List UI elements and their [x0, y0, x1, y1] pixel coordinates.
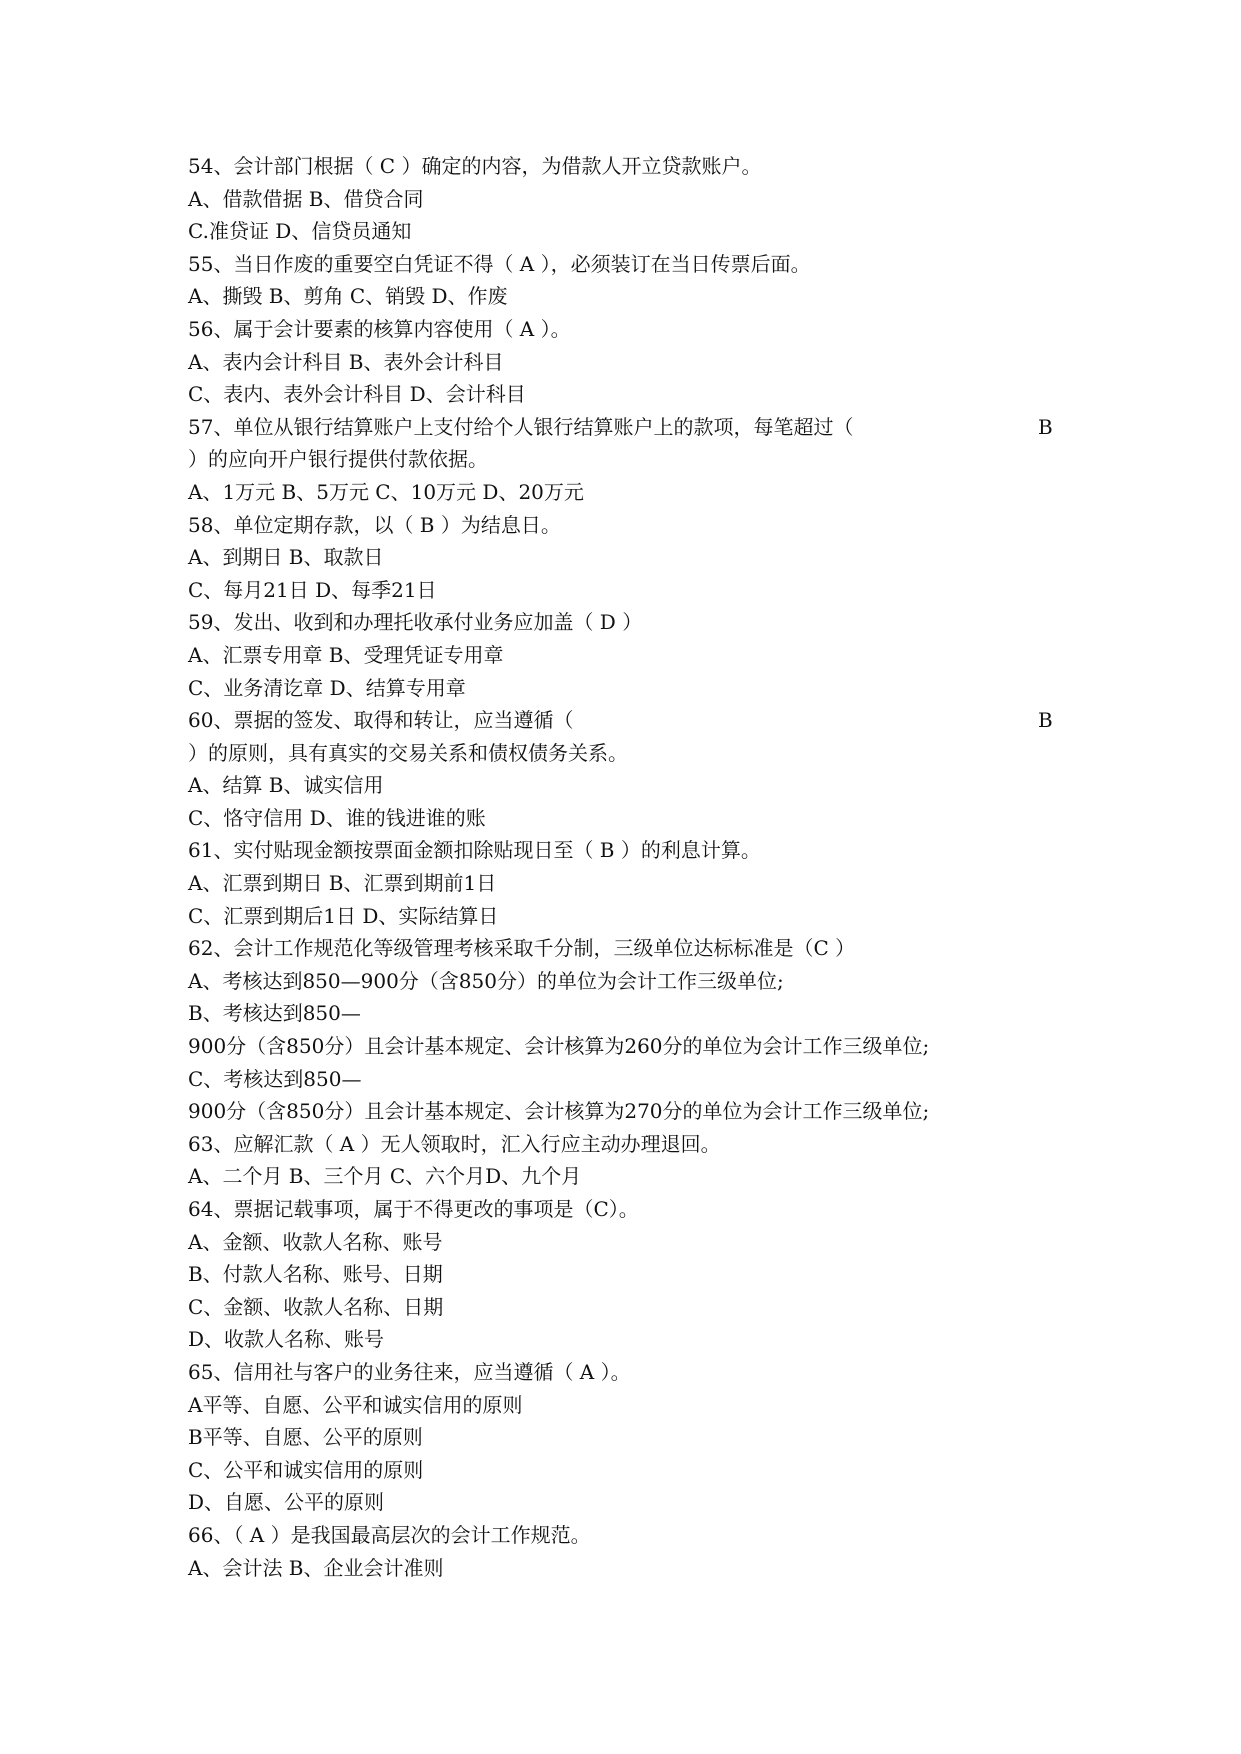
text-line — [188, 1193, 1068, 1226]
text-line — [188, 1323, 1068, 1356]
line-text: 60、票据的签发、取得和转让，应当遵循（ — [188, 708, 574, 733]
line-text: C、恪守信用 D、谁的钱进谁的账 — [188, 805, 486, 830]
text-line — [188, 378, 1068, 411]
line-text: C、业务清讫章 D、结算专用章 — [188, 675, 466, 700]
text-line — [188, 509, 1068, 542]
text-line — [188, 1454, 1068, 1487]
line-text: C、每月21日 D、每季21日 — [188, 577, 437, 602]
text-line — [188, 965, 1068, 998]
line-text: C、表内、表外会计科目 D、会计科目 — [188, 382, 526, 407]
line-text: 59、发出、收到和办理托收承付业务应加盖（ D ） — [188, 610, 643, 635]
line-text: C、公平和诚实信用的原则 — [188, 1457, 424, 1482]
line-text: 63、应解汇款（ A ）无人领取时，汇入行应主动办理退回。 — [188, 1131, 721, 1156]
text-line — [188, 639, 1068, 672]
line-text: B平等、自愿、公平的原则 — [188, 1425, 423, 1450]
text-line — [188, 606, 1068, 639]
question-text-block — [188, 150, 1068, 1584]
line-text: 64、票据记载事项，属于不得更改的事项是（C）。 — [188, 1197, 639, 1221]
line-text: 66、（ A ）是我国最高层次的会计工作规范。 — [188, 1522, 591, 1547]
line-text: C、考核达到850— — [188, 1066, 362, 1091]
line-text: C.准贷证 D、信贷员通知 — [188, 219, 412, 244]
line-text: A、到期日 B、取款日 — [188, 545, 384, 570]
line-text: A、表内会计科目 B、表外会计科目 — [188, 349, 504, 374]
text-line — [188, 1095, 1068, 1128]
line-text: A、1万元 B、5万元 C、10万元 D、20万元 — [188, 479, 584, 504]
line-text: A平等、自愿、公平和诚实信用的原则 — [188, 1392, 523, 1417]
line-text: B、考核达到850— — [188, 1001, 361, 1026]
answer-letter: B — [1038, 708, 1053, 733]
line-text: D、自愿、公平的原则 — [188, 1490, 385, 1515]
line-text: ）的原则，具有真实的交易关系和债权债务关系。 — [188, 740, 628, 765]
text-line — [188, 1063, 1068, 1096]
line-text: C、金额、收款人名称、日期 — [188, 1294, 444, 1319]
line-text: 56、属于会计要素的核算内容使用（ A ）。 — [188, 316, 571, 341]
text-line — [188, 150, 1068, 183]
text-line — [188, 672, 1068, 705]
line-text: A、汇票专用章 B、受理凭证专用章 — [188, 642, 504, 667]
text-line — [188, 1128, 1068, 1161]
line-text: 61、实付贴现金额按票面金额扣除贴现日至（ B ）的利息计算。 — [188, 838, 761, 863]
line-text: 900分（含850分）且会计基本规定、会计核算为270分的单位为会计工作三级单位; — [188, 1099, 930, 1124]
line-text: A、二个月 B、三个月 C、六个月D、九个月 — [188, 1164, 582, 1189]
line-text: A、考核达到850—900分（含850分）的单位为会计工作三级单位; — [188, 968, 784, 993]
text-line — [188, 1552, 1068, 1585]
text-line — [188, 802, 1068, 835]
text-line — [188, 932, 1068, 965]
line-text: ）的应向开户银行提供付款依据。 — [188, 447, 488, 472]
line-text: A、金额、收款人名称、账号 — [188, 1229, 443, 1254]
line-text: A、汇票到期日 B、汇票到期前1日 — [188, 871, 497, 896]
text-line — [188, 834, 1068, 867]
text-line — [188, 248, 1068, 281]
text-line — [188, 1258, 1068, 1291]
line-text: A、撕毁 B、剪角 C、销毁 D、作废 — [188, 284, 508, 309]
line-text: C、汇票到期后1日 D、实际结算日 — [188, 903, 499, 928]
line-text: D、收款人名称、账号 — [188, 1327, 385, 1352]
line-text: 54、会计部门根据（ C ）确定的内容，为借款人开立贷款账户。 — [188, 154, 762, 178]
text-line — [188, 1356, 1068, 1389]
text-line — [188, 1160, 1068, 1193]
text-line — [188, 1030, 1068, 1063]
text-line — [188, 867, 1068, 900]
text-line — [188, 1226, 1068, 1259]
text-line — [188, 1421, 1068, 1454]
line-text: 55、当日作废的重要空白凭证不得（ A ），必须装订在当日传票后面。 — [188, 251, 811, 276]
line-text: 65、信用社与客户的业务往来，应当遵循（ A ）。 — [188, 1359, 631, 1384]
line-text: A、借款借据 B、借贷合同 — [188, 186, 424, 211]
text-line — [188, 769, 1068, 802]
text-line — [188, 1486, 1068, 1519]
text-line — [188, 1291, 1068, 1324]
text-line — [188, 1519, 1068, 1552]
answer-letter: B — [1038, 414, 1053, 439]
text-line — [188, 476, 1068, 509]
line-text: A、会计法 B、企业会计准则 — [188, 1555, 444, 1580]
line-text: 57、单位从银行结算账户上支付给个人银行结算账户上的款项，每笔超过（ — [188, 414, 854, 439]
text-line — [188, 215, 1068, 248]
line-text: A、结算 B、诚实信用 — [188, 773, 384, 798]
text-line — [188, 280, 1068, 313]
text-line — [188, 737, 1068, 770]
text-line — [188, 346, 1068, 379]
text-line — [188, 443, 1068, 476]
text-line — [188, 183, 1068, 216]
text-line — [188, 900, 1068, 933]
text-line — [188, 1389, 1068, 1422]
line-text: 58、单位定期存款，以（ B ）为结息日。 — [188, 512, 561, 537]
text-line — [188, 997, 1068, 1030]
line-text: 900分（含850分）且会计基本规定、会计核算为260分的单位为会计工作三级单位; — [188, 1034, 930, 1059]
text-line — [188, 313, 1068, 346]
text-line — [188, 541, 1068, 574]
text-line — [188, 574, 1068, 607]
text-line — [188, 411, 1068, 444]
line-text: 62、会计工作规范化等级管理考核采取千分制，三级单位达标标准是（C ） — [188, 936, 856, 961]
text-line — [188, 704, 1068, 737]
line-text: B、付款人名称、账号、日期 — [188, 1262, 443, 1287]
